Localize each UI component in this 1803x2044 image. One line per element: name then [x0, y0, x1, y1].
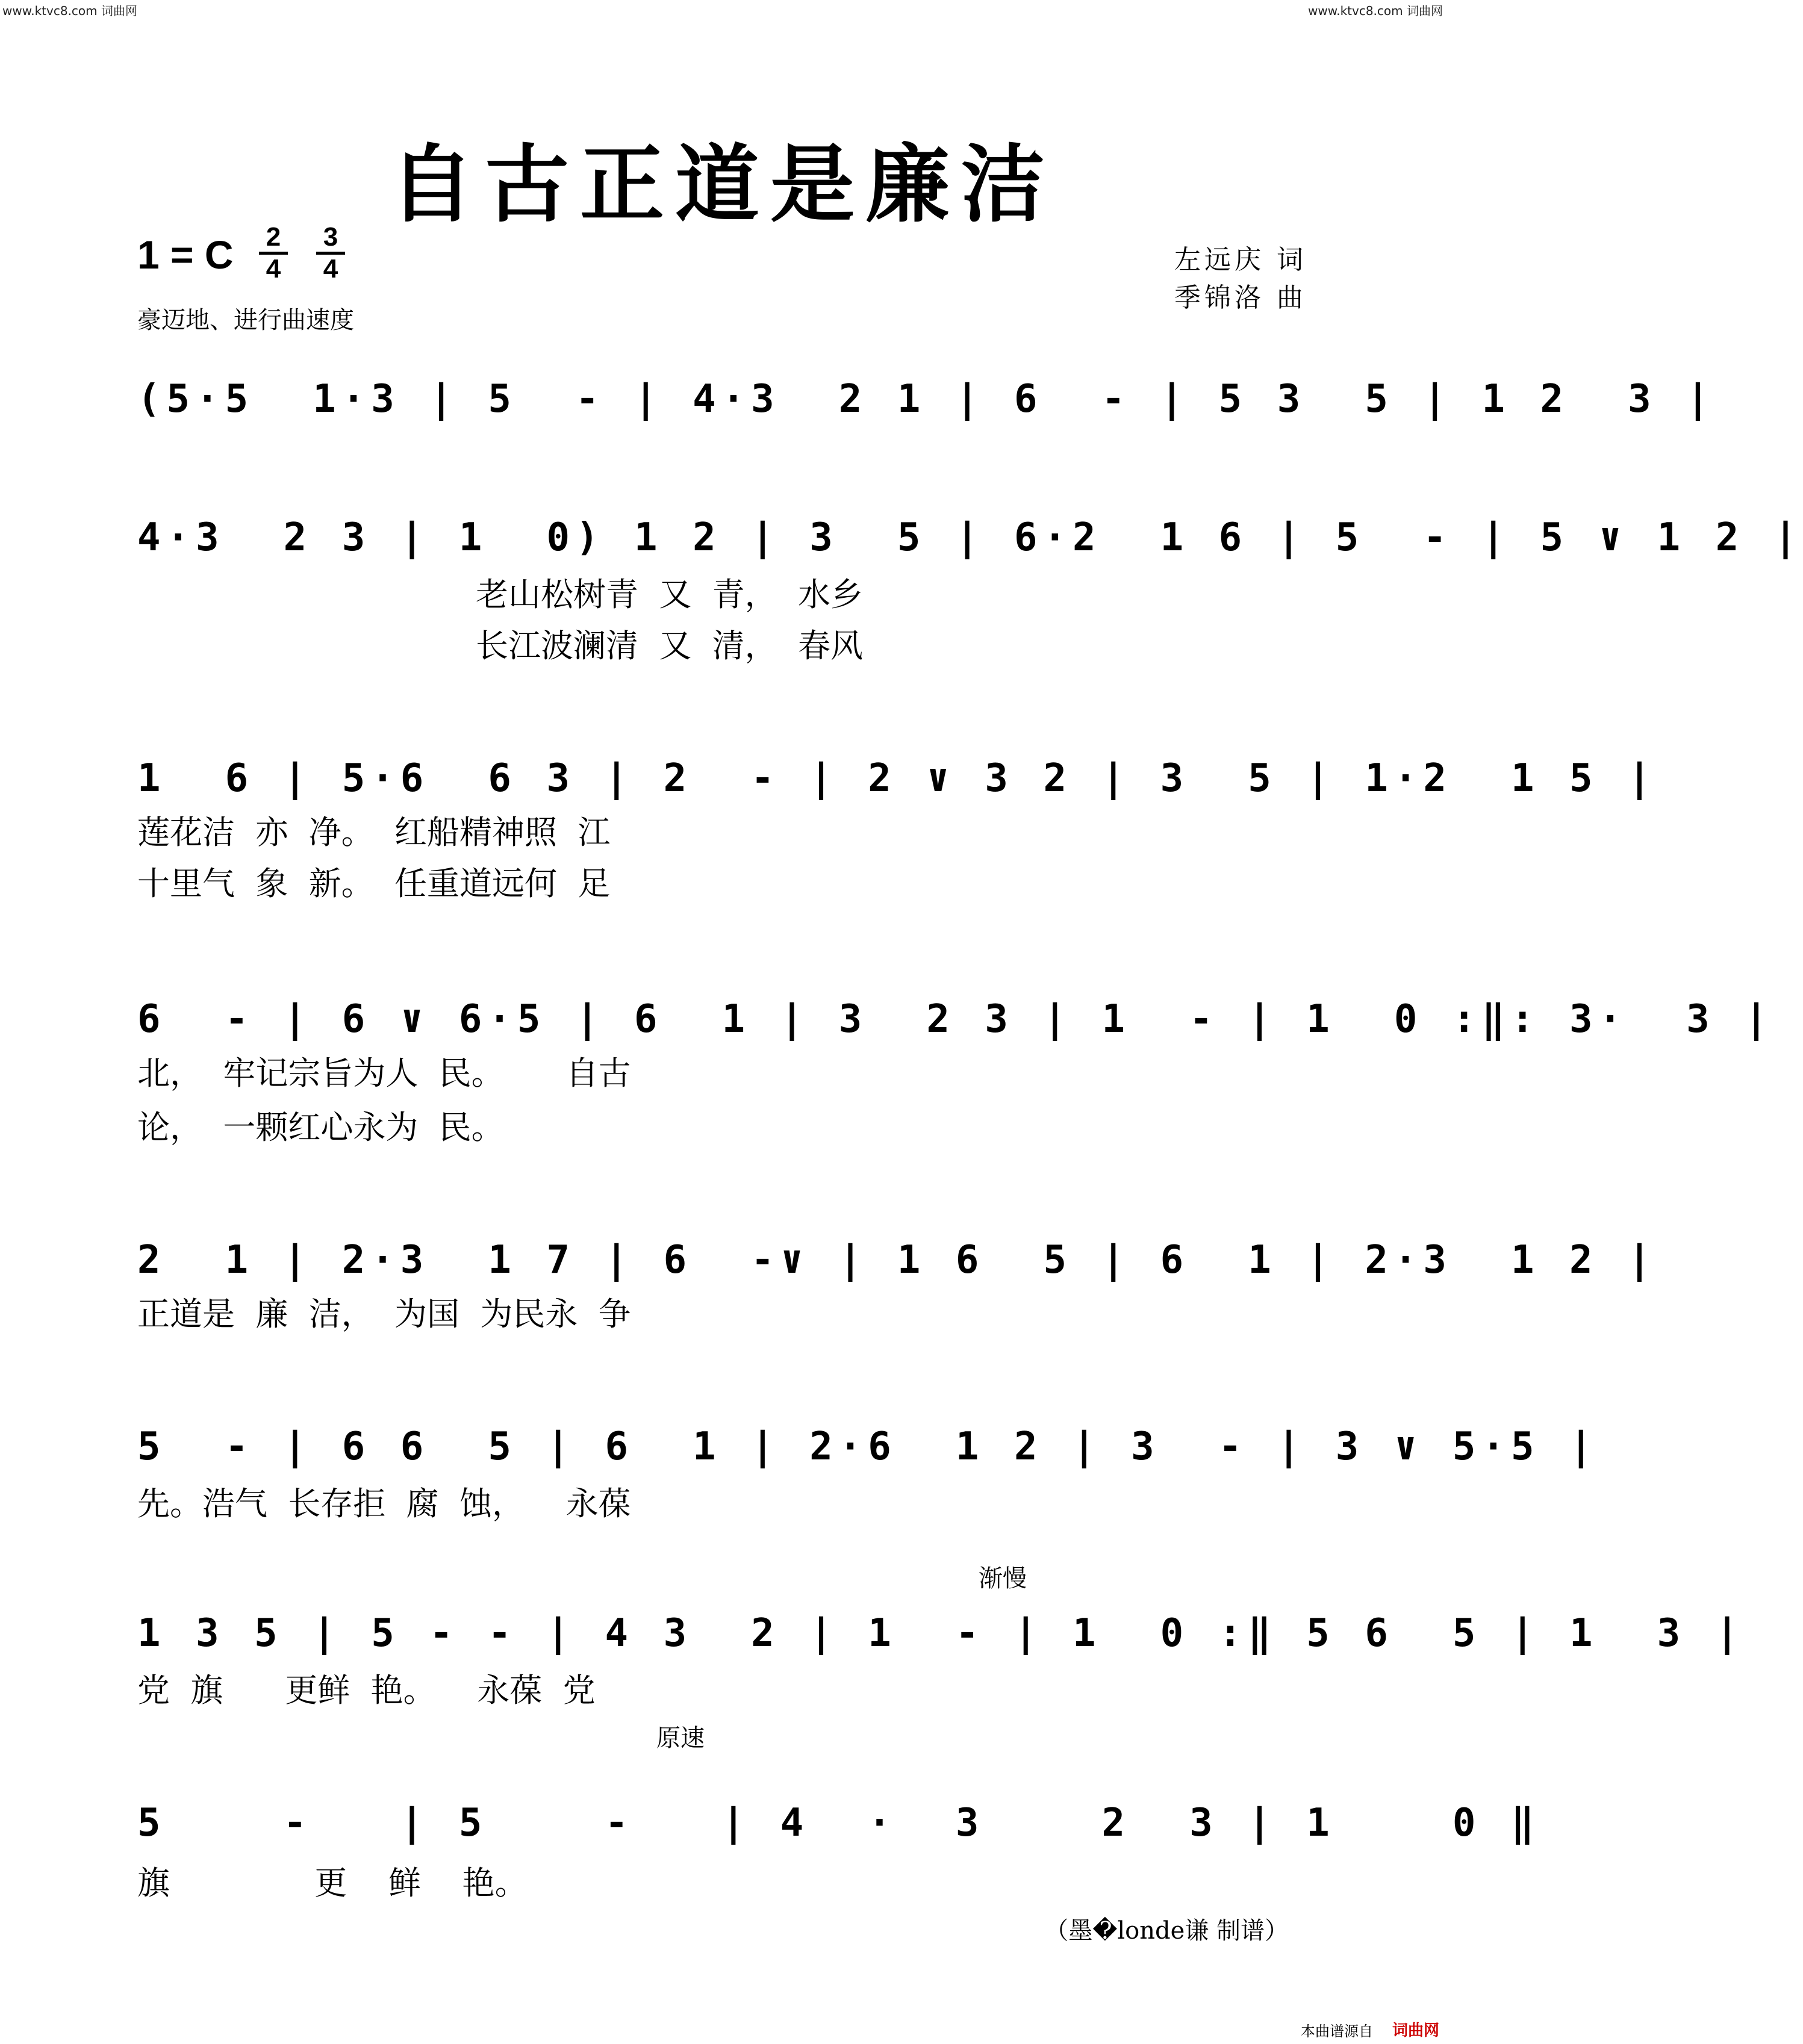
- lyric-line-7a: 党 旗 更鲜 艳。 永葆 党: [137, 1671, 596, 1709]
- key-signature: 1 = C: [137, 232, 234, 277]
- lyric-line-2b: 长江波澜清 又 清， 春风: [476, 627, 863, 665]
- staff-system-8: [137, 1773, 1540, 1845]
- lyricist-credit: 左远庆 词: [1174, 244, 1307, 275]
- lyric-line-5a: 正道是 廉 洁， 为国 为民永 争: [137, 1295, 631, 1333]
- a-tempo-mark: 原速: [656, 1724, 705, 1752]
- lyric-line-3b: 十里气 象 新。 任重道远何 足: [137, 865, 611, 902]
- lyric-line-3a: 莲花洁 亦 净。 红船精神照 江: [137, 813, 611, 851]
- notes-line-3: 1 6 | 5·6 6 3 | 2 - | 2 ∨ 3 2 | 3 5 | 1·2 1 5 |: [137, 756, 1657, 801]
- site-url-right[interactable]: www.ktvc8.com 词曲网: [1307, 4, 1443, 18]
- staff-system-4: [137, 969, 1774, 1042]
- notes-line-2: 4·3 2 3 | 1 0) 1 2 | 3 5 | 6·2 1 6 | 5 - | 5 ∨ 1 2 |: [137, 515, 1803, 560]
- staff-system-2: [137, 488, 1803, 560]
- lyric-line-6a: 先。浩气 长存拒 腐 蚀， 永葆: [137, 1485, 631, 1523]
- lyric-line-4a: 北， 牢记宗旨为人 民。 自古: [137, 1054, 631, 1092]
- staff-system-5: [137, 1210, 1657, 1282]
- staff-system-7: [137, 1583, 1745, 1656]
- staff-system-1: [137, 349, 1716, 421]
- tempo-marking: 豪迈地、进行曲速度: [137, 306, 354, 334]
- notes-line-8: 5 - | 5 - | 4 · 3 2 3 | 1 0 ‖: [137, 1801, 1540, 1845]
- time-signature-2: 3 4: [316, 224, 345, 282]
- lyric-line-4b: 论， 一颗红心永为 民。: [137, 1108, 504, 1146]
- notes-line-7: 1 3 5 | 5 - - | 4 3 2 | 1 - | 1 0 :‖ 5 6 5 | 1 3 |: [137, 1611, 1745, 1656]
- notes-line-5: 2 1 | 2·3 1 7 | 6 -∨ | 1 6 5 | 6 1 | 2·3 1 2 |: [137, 1238, 1657, 1282]
- staff-system-6: [137, 1397, 1599, 1469]
- arranger-credit: （墨�londe谦 制谱）: [1044, 1917, 1289, 1945]
- lyric-line-8a: 旗 更 鲜 艳。: [137, 1864, 528, 1902]
- notes-line-4: 6 - | 6 ∨ 6·5 | 6 1 | 3 2 3 | 1 - | 1 0 :‖: 3· 3 |: [137, 997, 1774, 1042]
- notes-line-1: (5·5 1·3 | 5 - | 4·3 2 1 | 6 - | 5 3 5 | 1 2 3 |: [137, 377, 1716, 421]
- staff-system-3: [137, 728, 1657, 801]
- lyric-line-2a: 老山松树青 又 青， 水乡: [476, 576, 863, 614]
- notes-line-6: 5 - | 6 6 5 | 6 1 | 2·6 1 2 | 3 - | 3 ∨ 5·5 |: [137, 1424, 1599, 1469]
- ritardando-mark: 渐慢: [979, 1565, 1027, 1592]
- source-brand: 本曲谱源自: [1301, 2023, 1373, 2040]
- composer-credit: 季锦洛 曲: [1174, 282, 1307, 313]
- song-title: 自古正道是廉洁: [389, 135, 1056, 234]
- time-signature-1: 2 4: [259, 224, 288, 282]
- site-logo[interactable]: 词曲网: [1392, 2022, 1439, 2040]
- site-url-left[interactable]: www.ktvc8.com 词曲网: [2, 4, 138, 18]
